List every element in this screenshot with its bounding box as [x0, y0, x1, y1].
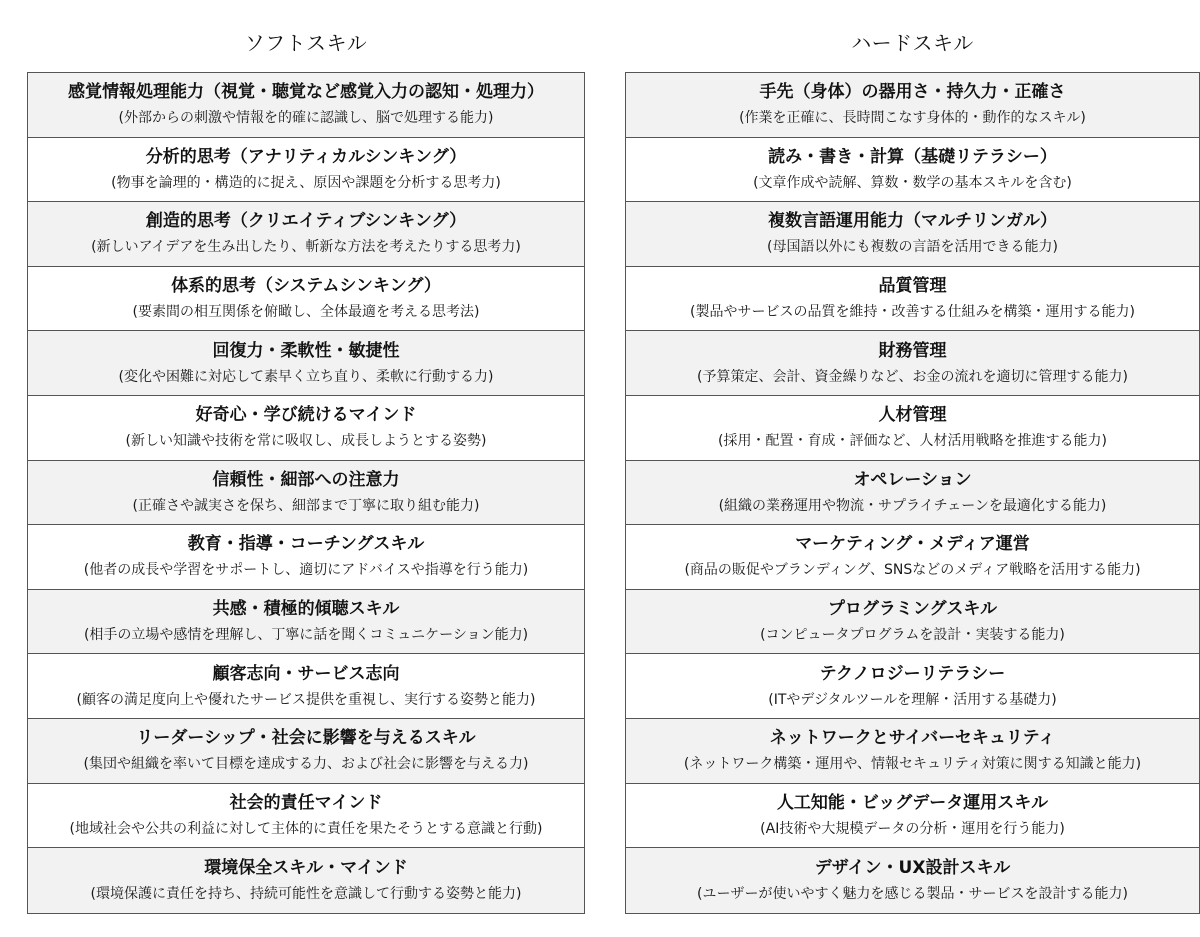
soft-skill-row: [28, 590, 584, 655]
hard-skill-description: (文章作成や読解、算数・数学の基本スキルを含む): [753, 174, 1072, 191]
soft-skill-title: 回復力・柔軟性・敏捷性: [212, 340, 400, 361]
soft-skill-description: (相手の立場や感情を理解し、丁寧に話を聞くコミュニケーション能力): [83, 627, 529, 644]
soft-skill-row: [28, 461, 584, 526]
hard-skill-description: (ネットワーク構築・運用や、情報セキュリティ対策に関する知識と能力): [683, 756, 1142, 773]
soft-skill-row: [28, 654, 584, 719]
soft-skill-title: 環境保全スキル・マインド: [204, 857, 408, 878]
soft-skill-row: [28, 719, 584, 784]
soft-skill-description: (新しいアイデアを生み出したり、斬新な方法を考えたりする思考力): [91, 239, 521, 256]
soft-skill-title: 教育・指導・コーチングスキル: [187, 534, 425, 555]
soft-skill-title: 創造的思考（クリエイティブシンキング）: [145, 211, 467, 232]
hard-skill-row: [626, 202, 1199, 267]
hard-skill-title: 複数言語運用能力（マルチリンガル）: [768, 211, 1057, 232]
soft-skill-description: (新しい知識や技術を常に吸収し、成長しようとする姿勢): [125, 433, 487, 450]
hard-skill-title: プログラミングスキル: [827, 599, 998, 620]
soft-skill-row: [28, 331, 584, 396]
soft-skill-description: (正確さや誠実さを保ち、細部まで丁寧に取り組む能力): [132, 497, 480, 514]
hard-skills-column: [625, 0, 1200, 914]
hard-skill-title: ネットワークとサイバーセキュリティ: [769, 728, 1056, 749]
soft-skills-table: [27, 72, 585, 914]
soft-skills-column: [27, 0, 585, 914]
hard-skill-row: [626, 461, 1199, 526]
hard-skill-description: (組織の業務運用や物流・サプライチェーンを最適化する能力): [718, 497, 1107, 514]
soft-skill-row: [28, 138, 584, 203]
hard-skill-description: (母国語以外にも複数の言語を活用できる能力): [767, 239, 1058, 256]
soft-skill-title: 顧客志向・サービス志向: [212, 663, 400, 684]
soft-skill-title: 分析的思考（アナリティカルシンキング）: [145, 146, 467, 167]
soft-skill-title: 共感・積極的傾聴スキル: [212, 599, 400, 620]
soft-skill-row: [28, 202, 584, 267]
hard-skill-row: [626, 138, 1199, 203]
hard-skill-description: (採用・配置・育成・評価など、人材活用戦略を推進する能力): [718, 433, 1107, 450]
hard-skill-row: [626, 396, 1199, 461]
hard-skill-description: (商品の販促やブランディング、SNSなどのメディア戦略を活用する能力): [684, 562, 1141, 579]
hard-skill-title: デザイン・UX設計スキル: [814, 857, 1011, 878]
hard-skill-title: マーケティング・メディア運営: [795, 534, 1030, 555]
soft-skill-title: 体系的思考（システムシンキング）: [171, 276, 441, 297]
soft-skill-title: 感覚情報処理能力（視覚・聴覚など感覚入力の認知・処理力）: [68, 82, 544, 103]
soft-skill-description: (環境保護に責任を持ち、持続可能性を意識して行動する姿勢と能力): [90, 885, 522, 902]
hard-skill-title: テクノロジーリテラシー: [819, 663, 1006, 684]
hard-skill-title: オペレーション: [853, 469, 972, 490]
soft-skill-description: (外部からの刺激や情報を的確に認識し、脳で処理する能力): [118, 110, 494, 127]
hard-skill-row: [626, 590, 1199, 655]
hard-skill-row: [626, 525, 1199, 590]
hard-skill-row: [626, 267, 1199, 332]
hard-skill-description: (製品やサービスの品質を維持・改善する仕組みを構築・運用する能力): [690, 304, 1135, 321]
soft-skill-description: (物事を論理的・構造的に捉え、原因や課題を分析する思考力): [111, 174, 501, 191]
soft-skill-title: 好奇心・学び続けるマインド: [195, 405, 417, 426]
soft-skill-row: [28, 848, 584, 913]
hard-skill-row: [626, 73, 1199, 138]
hard-skill-description: (ユーザーが使いやすく魅力を感じる製品・サービスを設計する能力): [697, 885, 1128, 902]
soft-skill-row: [28, 525, 584, 590]
soft-skill-title: リーダーシップ・社会に影響を与えるスキル: [136, 728, 476, 749]
hard-skill-description: (ITやデジタルツールを理解・活用する基礎力): [768, 691, 1057, 708]
hard-skill-title: 手先（身体）の器用さ・持久力・正確さ: [759, 82, 1066, 103]
soft-skills-header: ソフトスキル: [244, 30, 368, 55]
hard-skill-description: (コンピュータプログラムを設計・実装する能力): [760, 627, 1065, 644]
soft-skill-description: (地域社会や公共の利益に対して主体的に責任を果たそうとする意識と行動): [69, 820, 543, 837]
soft-skill-row: [28, 267, 584, 332]
soft-skill-description: (要素間の相互関係を俯瞰し、全体最適を考える思考法): [132, 304, 480, 321]
hard-skills-header: ハードスキル: [851, 30, 974, 55]
soft-skill-description: (集団や組織を率いて目標を達成する力、および社会に影響を与える力): [83, 756, 529, 773]
hard-skill-row: [626, 848, 1199, 913]
hard-skill-title: 品質管理: [878, 276, 947, 297]
soft-skill-row: [28, 396, 584, 461]
soft-skill-title: 社会的責任マインド: [229, 792, 383, 813]
hard-skill-title: 財務管理: [878, 340, 947, 361]
soft-skill-description: (変化や困難に対応して素早く立ち直り、柔軟に行動する力): [118, 368, 494, 385]
hard-skill-row: [626, 331, 1199, 396]
soft-skill-row: [28, 784, 584, 849]
hard-skill-description: (AI技術や大規模データの分析・運用を行う能力): [760, 820, 1065, 837]
hard-skill-row: [626, 784, 1199, 849]
soft-skill-row: [28, 73, 584, 138]
soft-skill-description: (他者の成長や学習をサポートし、適切にアドバイスや指導を行う能力): [83, 562, 529, 579]
hard-skill-row: [626, 719, 1199, 784]
hard-skill-title: 人工知能・ビッグデータ運用スキル: [776, 792, 1049, 813]
hard-skill-title: 人材管理: [878, 405, 947, 426]
hard-skills-table: [625, 72, 1200, 914]
soft-skill-title: 信頼性・細部への注意力: [212, 469, 400, 490]
hard-skill-title: 読み・書き・計算（基礎リテラシー）: [768, 146, 1057, 167]
hard-skill-description: (作業を正確に、長時間こなす身体的・動作的なスキル): [739, 110, 1086, 127]
hard-skill-description: (予算策定、会計、資金繰りなど、お金の流れを適切に管理する能力): [697, 368, 1128, 385]
soft-skill-description: (顧客の満足度向上や優れたサービス提供を重視し、実行する姿勢と能力): [76, 691, 536, 708]
hard-skill-row: [626, 654, 1199, 719]
